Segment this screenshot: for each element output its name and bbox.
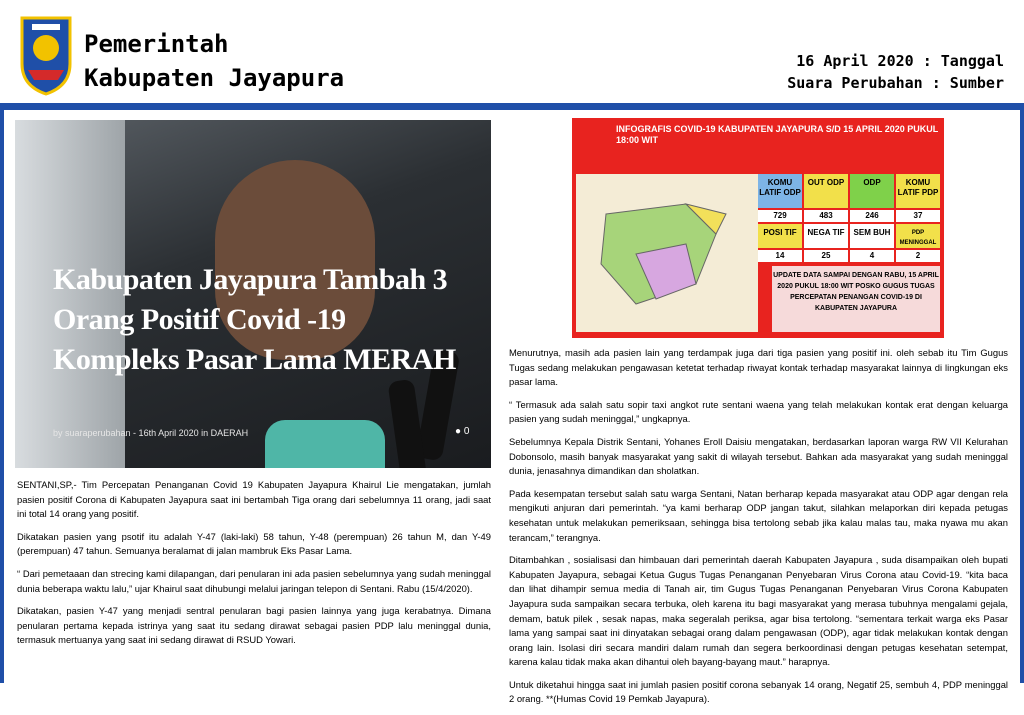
article-paragraph: Ditambahkan , sosialisasi dan himbauan dari pemerintah daerah Kabupaten Jayapura , suda disampaikan oleh bupati Kabupaten Jayapura, sebagai Ketua Gugus Tugas Penanganan Penyebaran Virus Corona atau Covid-19. “kita baca dan lihat dihampir semua media di Tanah air, tim Gugus Tugas Penanganan Penyebaran Virus Corona Kabupaten Jayapura suda sampaikan secara terbuka, oleh karena itu bagi masyarakat yang merasa tubuhnya mengalami gejala, demam, batuk pilek , sesak napas, maka segeralah periksa, agar bisa tertolong. “sementara terkait warga eks Pasar lama yang sampai saat ini dinyatakan sebagai orang dalam pengawasan (ODP), agar tidak melakukan kontak dengan orang lain. Isolasi diri secara mandiri dalam rumah dan segera berkoordinasi dengan petugas kesehatan setempat, karena kalau tidak maka akan dihantui oleh bayang-bayang maut.” harapnya. [509, 554, 1008, 668]
article-paragraph: “ Termasuk ada salah satu sopir taxi angkot rute sentani waena yang telah melakukan kontak erat dengan keluarga pasien yang sudah meninggal,” ungkapnya. [509, 398, 1008, 425]
infographic-title: INFOGRAFIS COVID-19 KABUPATEN JAYAPURA S/D 15 APRIL 2020 PUKUL 18:00 WIT [616, 124, 939, 145]
stat-value: 2 [896, 250, 940, 262]
article-paragraph: “ Dari pemetaaan dan strecing kami dilapangan, dari penularan ini ada pasien sebelumnya yang sudah meninggal dunia beberapa waktu lalu,” ujar Khairul saat dihubungi melalui jaringan telepon di Sentani. Rabu (15/4/2020). [17, 567, 491, 594]
stat-value: 729 [758, 210, 802, 222]
article-paragraph: Untuk diketahui hingga saat ini jumlah pasien positif corona sebanyak 14 orang, Negatif 25, sembuh 4, PDP meninggal 2 orang. **(Humas Covid 19 Pemkab Jayapura). [509, 678, 1008, 705]
article-paragraph: SENTANI,SP,- Tim Percepatan Penanganan Covid 19 Kabupaten Jayapura Khairul Lie mengatakan, jumlah pasien positif Corona di Kabupaten Jayapura saat ini bertambah Tiga orang dari sebelumnya 11 orang, jadi saat ini total 14 orang yang positif. [17, 479, 491, 520]
covid-infographic [572, 118, 944, 338]
stat-value: 14 [758, 250, 802, 262]
date-label: 16 April 2020 : Tanggal [796, 52, 1004, 70]
stat-label: KOMU LATIF PDP [896, 174, 940, 208]
comment-count-value: 0 [463, 426, 470, 437]
stat-label: ODP [850, 174, 894, 208]
article-byline: by suaraperubahan - 16th April 2020 in DAERAH [53, 428, 249, 438]
article-paragraph: Dikatakan, pasien Y-47 yang menjadi sentral penularan bagi pasien lainnya yang juga kerabatnya. Dimana penularan pertama kepada istrinya yang saat itu sedang dirawat sebagai pasien PDP lalu meninggal dunia, termasuk mertuanya yang saat ini sedang dirawat di RSUD Yowari. [17, 605, 491, 646]
stat-label: NEGA TIF [804, 224, 848, 248]
source-label: Suara Perubahan : Sumber [787, 74, 1004, 92]
article-paragraph: Sebelumnya Kepala Distrik Sentani, Yohanes Eroll Daisiu mengatakan, berdasarkan laporan warga RW VII Kelurahan Dobonsolo, masih banyak masyarakat yang sakit di wilayah tersebut. Bahkan ada masyarakat yang sudah meninggal dunia, jenasahnya dimandikan dan sholatkan. [509, 435, 1008, 477]
org-name-line2: Kabupaten Jayapura [84, 64, 345, 92]
district-map-icon [576, 174, 758, 332]
article-headline: Kabupaten Jayapura Tambah 3 Orang Positif Covid -19 Kompleks Pasar Lama MERAH [53, 263, 456, 376]
stat-value: 37 [896, 210, 940, 222]
stat-value: 25 [804, 250, 848, 262]
stat-label: POSI TIF [758, 224, 802, 248]
stat-label: KOMU LATIF ODP [758, 174, 802, 208]
stat-value: 483 [804, 210, 848, 222]
infographic-header [576, 122, 940, 170]
stat-label: OUT ODP [804, 174, 848, 208]
article-right-column [509, 346, 1008, 715]
page-header [0, 0, 1024, 103]
article-paragraph: Dikatakan pasien yang psotif itu adalah Y-47 (laki-laki) 58 tahun, Y-48 (perempuan) 26 tahun M, dan Y-49 (perempuan) 47 tahun. Semuanya beralamat di jalan mambruk Eks Pasar Lama. [17, 530, 491, 557]
infographic-footer: UPDATE DATA SAMPAI DENGAN RABU, 15 APRIL 2020 PUKUL 18:00 WIT POSKO GUGUS TUGAS PERCEPATAN PENANGAN COVID-19 DI KABUPATEN JAYAPURA [772, 266, 940, 332]
article-photo [15, 120, 491, 468]
stat-value: 4 [850, 250, 894, 262]
infographic-stats [758, 174, 940, 264]
org-name-line1: Pemerintah [84, 30, 229, 58]
header-divider [0, 103, 1024, 110]
stat-label: PDP MENINGGAL [896, 224, 940, 248]
article-paragraph: Pada kesempatan tersebut salah satu warga Sentani, Natan berharap kepada masyarakat atau ODP agar dengan rela mengikuti anjuran dari pemerintah. “ya kami berharap ODP jangan takut, silahkan melaporkan diri kepada petugas kesehatan untuk melakukan pemeriksaan, sehingga bisa tertolong sebab jika kalau malas tau, maka nyawa mu akan terancam,” terangnya. [509, 487, 1008, 543]
article-paragraph: Menurutnya, masih ada pasien lain yang terdampak juga dari tiga pasien yang positif ini. oleh sebab itu Tim Gugus Tugas sedang melakukan pengawasan ketetat terhadap riwayat kontak terhadap masyarakat lainnya di lingkungan eks pasar lama. [509, 347, 1008, 388]
regency-emblem-icon [18, 12, 74, 96]
comment-count[interactable]: ● 0 [455, 426, 470, 437]
photo-mask [265, 420, 385, 468]
article-left-column [17, 478, 491, 656]
stat-label: SEM BUH [850, 224, 894, 248]
stat-value: 246 [850, 210, 894, 222]
